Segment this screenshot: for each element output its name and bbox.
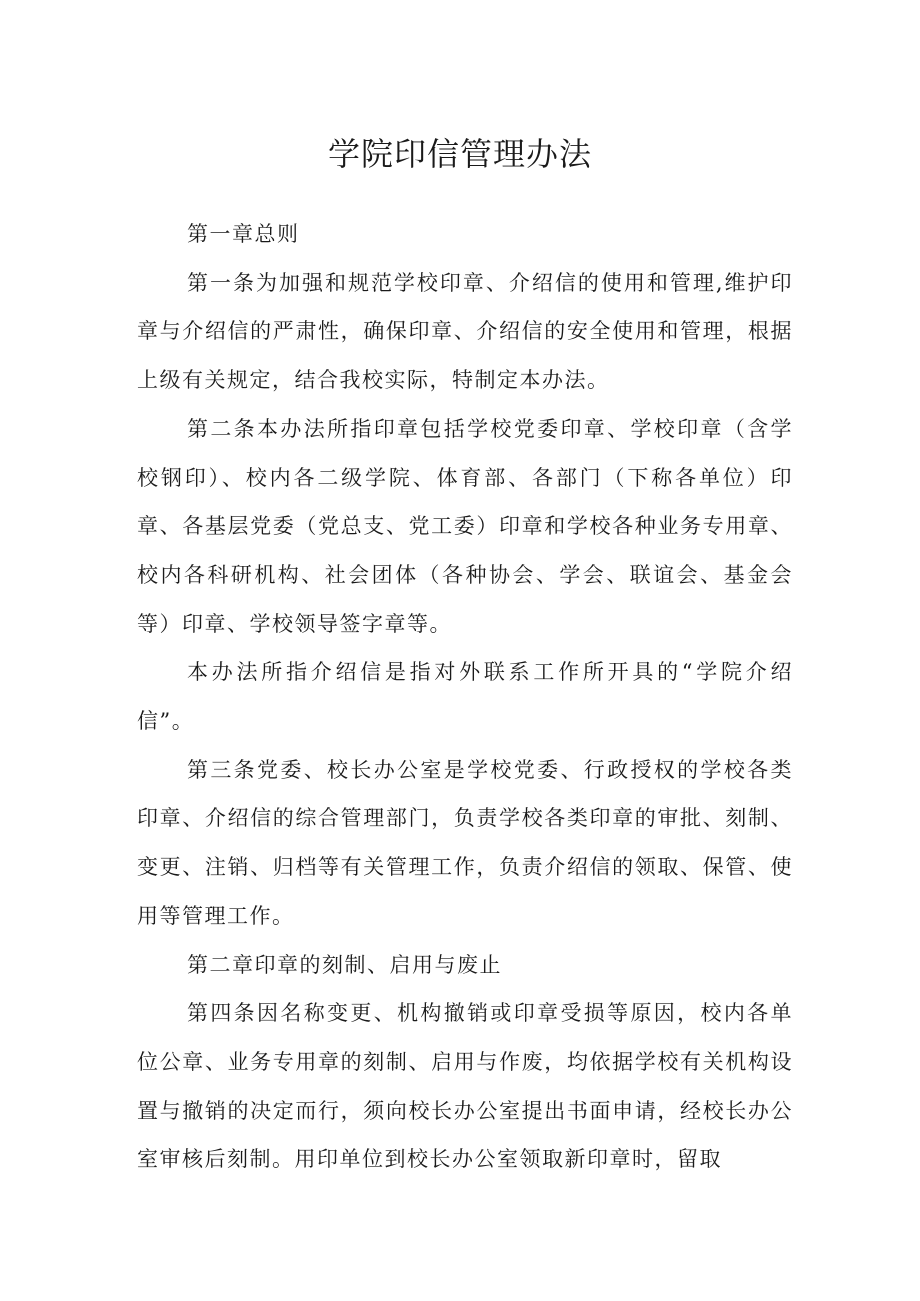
article-3: 第三条党委、校长办公室是学校党委、行政授权的学校各类印章、介绍信的综合管理部门，负责学校各类印章的审批、刻制、变更、注销、归档等有关管理工作，负责介绍信的领取、保管、使用等管理工作。	[137, 757, 793, 928]
document-title: 学院印信管理办法	[327, 135, 592, 173]
chapter-heading-general: 第一章总则	[187, 222, 300, 246]
document-body	[137, 210, 793, 1184]
article-1: 第一条为加强和规范学校印章、介绍信的使用和管理,维护印章与介绍信的严肃性，确保印章、介绍信的安全使用和管理，根据上级有关规定，结合我校实际，特制定本办法。	[137, 270, 793, 393]
article-4: 第四条因名称变更、机构撤销或印章受损等原因，校内各单位公章、业务专用章的刻制、启用与作废，均依据学校有关机构设置与撤销的决定而行，须向校长办公室提出书面申请，经校长办公室审核后刻制。用印单位到校长办公室领取新印章时，留取	[137, 1001, 793, 1172]
chapter-heading-seals: 第二章印章的刻制、启用与废止	[187, 952, 502, 977]
article-2: 第二条本办法所指印章包括学校党委印章、学校印章（含学校钢印）、校内各二级学院、体育部、各部门（下称各单位）印章、各基层党委（党总支、党工委）印章和学校各种业务专用章、校内各科研机构、社会团体（各种协会、学会、联谊会、基金会等）印章、学校领导签字章等。	[137, 416, 793, 636]
article-2-note: 本办法所指介绍信是指对外联系工作所开具的“学院介绍信”。	[137, 660, 793, 734]
